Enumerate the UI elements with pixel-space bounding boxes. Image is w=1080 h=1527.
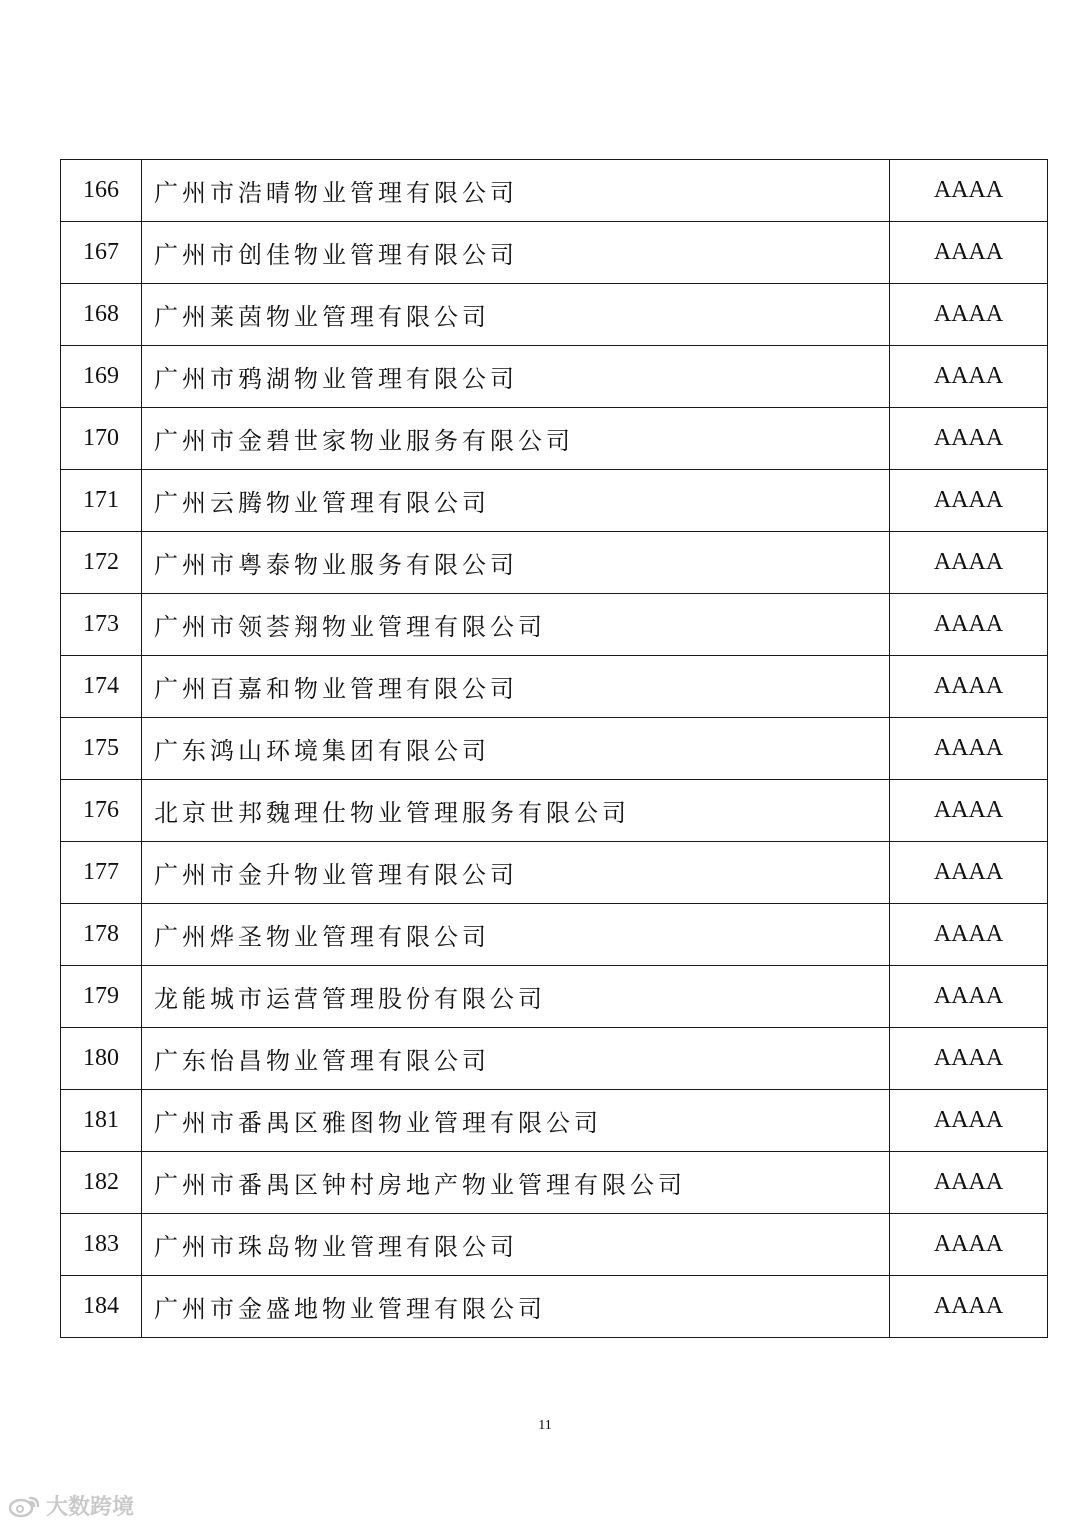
row-number-cell: 182 <box>61 1152 142 1214</box>
grade-cell: AAAA <box>890 718 1048 780</box>
grade-cell: AAAA <box>890 1090 1048 1152</box>
table-row <box>61 718 1048 780</box>
grade-cell: AAAA <box>890 904 1048 966</box>
watermark-text: 大数跨境 <box>46 1495 135 1520</box>
table-row <box>61 780 1048 842</box>
grade-cell: AAAA <box>890 656 1048 718</box>
table-row <box>61 966 1048 1028</box>
company-name-cell: 广州市浩晴物业管理有限公司 <box>142 160 890 222</box>
table-row <box>61 222 1048 284</box>
grade-cell: AAAA <box>890 1276 1048 1338</box>
company-name-cell: 广州市鸦湖物业管理有限公司 <box>142 346 890 408</box>
company-name-cell: 广州莱茵物业管理有限公司 <box>142 284 890 346</box>
grade-cell: AAAA <box>890 346 1048 408</box>
company-name-cell: 广州市粤泰物业服务有限公司 <box>142 532 890 594</box>
company-name-cell: 广州市领荟翔物业管理有限公司 <box>142 594 890 656</box>
row-number-cell: 167 <box>61 222 142 284</box>
table-row <box>61 470 1048 532</box>
table-row <box>61 1214 1048 1276</box>
table-body <box>61 160 1048 1338</box>
grade-cell: AAAA <box>890 532 1048 594</box>
grade-cell: AAAA <box>890 408 1048 470</box>
table-row <box>61 160 1048 222</box>
company-name-cell: 广州云腾物业管理有限公司 <box>142 470 890 532</box>
row-number-cell: 179 <box>61 966 142 1028</box>
grade-cell: AAAA <box>890 470 1048 532</box>
page-number: 11 <box>538 1418 552 1433</box>
company-name-cell: 广州市金升物业管理有限公司 <box>142 842 890 904</box>
company-name-cell: 广东怡昌物业管理有限公司 <box>142 1028 890 1090</box>
row-number-cell: 171 <box>61 470 142 532</box>
table-row <box>61 594 1048 656</box>
table-row <box>61 346 1048 408</box>
table-row <box>61 656 1048 718</box>
grade-cell: AAAA <box>890 780 1048 842</box>
grade-cell: AAAA <box>890 842 1048 904</box>
table-row <box>61 1090 1048 1152</box>
company-rating-table <box>60 159 1048 1338</box>
company-name-cell: 广州市珠岛物业管理有限公司 <box>142 1214 890 1276</box>
table-row <box>61 1028 1048 1090</box>
company-name-cell: 广州市番禺区钟村房地产物业管理有限公司 <box>142 1152 890 1214</box>
row-number-cell: 170 <box>61 408 142 470</box>
row-number-cell: 174 <box>61 656 142 718</box>
row-number-cell: 169 <box>61 346 142 408</box>
row-number-cell: 180 <box>61 1028 142 1090</box>
company-name-cell: 广州市金碧世家物业服务有限公司 <box>142 408 890 470</box>
company-name-cell: 广东鸿山环境集团有限公司 <box>142 718 890 780</box>
company-name-cell: 广州百嘉和物业管理有限公司 <box>142 656 890 718</box>
grade-cell: AAAA <box>890 160 1048 222</box>
grade-cell: AAAA <box>890 1214 1048 1276</box>
company-name-cell: 广州市金盛地物业管理有限公司 <box>142 1276 890 1338</box>
row-number-cell: 183 <box>61 1214 142 1276</box>
row-number-cell: 175 <box>61 718 142 780</box>
row-number-cell: 177 <box>61 842 142 904</box>
row-number-cell: 184 <box>61 1276 142 1338</box>
row-number-cell: 178 <box>61 904 142 966</box>
grade-cell: AAAA <box>890 284 1048 346</box>
table-row <box>61 284 1048 346</box>
weibo-logo-icon <box>8 1494 42 1518</box>
company-name-cell: 广州市番禺区雅图物业管理有限公司 <box>142 1090 890 1152</box>
watermark <box>8 1490 134 1521</box>
row-number-cell: 168 <box>61 284 142 346</box>
table-row <box>61 532 1048 594</box>
company-name-cell: 北京世邦魏理仕物业管理服务有限公司 <box>142 780 890 842</box>
company-name-cell: 广州市创佳物业管理有限公司 <box>142 222 890 284</box>
row-number-cell: 166 <box>61 160 142 222</box>
table-row <box>61 1276 1048 1338</box>
grade-cell: AAAA <box>890 594 1048 656</box>
table-row <box>61 1152 1048 1214</box>
grade-cell: AAAA <box>890 222 1048 284</box>
grade-cell: AAAA <box>890 966 1048 1028</box>
company-name-cell: 广州烨圣物业管理有限公司 <box>142 904 890 966</box>
grade-cell: AAAA <box>890 1028 1048 1090</box>
table-row <box>61 842 1048 904</box>
table-row <box>61 408 1048 470</box>
row-number-cell: 181 <box>61 1090 142 1152</box>
table-row <box>61 904 1048 966</box>
grade-cell: AAAA <box>890 1152 1048 1214</box>
row-number-cell: 172 <box>61 532 142 594</box>
company-name-cell: 龙能城市运营管理股份有限公司 <box>142 966 890 1028</box>
row-number-cell: 176 <box>61 780 142 842</box>
row-number-cell: 173 <box>61 594 142 656</box>
